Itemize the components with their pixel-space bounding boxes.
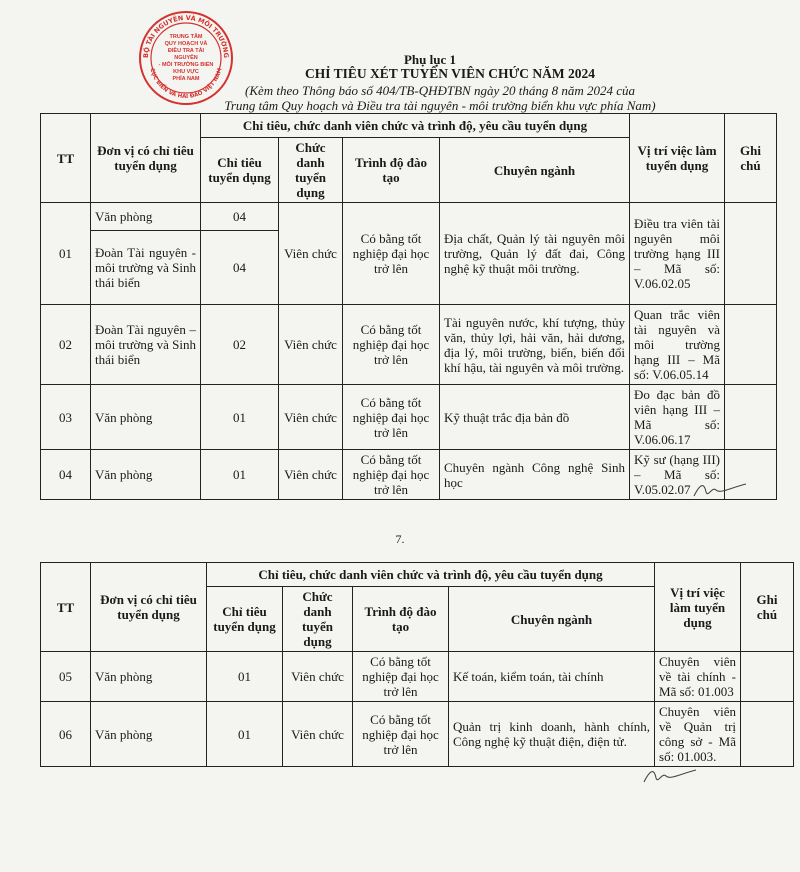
cell-quota: 01 — [201, 385, 279, 450]
table-row — [41, 450, 777, 500]
table-row — [41, 652, 794, 702]
col-unit: Đơn vị có chỉ tiêu tuyển dụng — [91, 114, 201, 203]
cell-level: Có bằng tốt nghiệp đại học trở lên — [343, 305, 440, 385]
col-tt: TT — [41, 114, 91, 203]
cell-level: Có bằng tốt nghiệp đại học trở lên — [343, 203, 440, 305]
cell-unit: Văn phòng — [91, 702, 207, 767]
col-major: Chuyên ngành — [449, 587, 655, 652]
seal-center-text: TRUNG TÂM QUY HOẠCH VÀ ĐIỀU TRA TÀI NGUYÊN - MÔI TRƯỜNG BIỂN KHU VỰC PHÍA NAM — [158, 34, 214, 82]
initial-signature-icon — [690, 478, 750, 502]
subtitle-line-2: Trung tâm Quy hoạch và Điều tra tài nguyên - môi trường biển khu vực phía Nam) — [224, 98, 656, 113]
col-level: Trình độ đào tạo — [353, 587, 449, 652]
table-row — [41, 702, 794, 767]
col-quota: Chỉ tiêu tuyển dụng — [201, 138, 279, 203]
cell-tt: 06 — [41, 702, 91, 767]
cell-title: Viên chức — [283, 652, 353, 702]
col-quota: Chỉ tiêu tuyển dụng — [207, 587, 283, 652]
svg-text:CỤC BIỂN VÀ HẢI ĐẢO VIỆT NAM: CỤC BIỂN VÀ HẢI ĐẢO VIỆT NAM — [148, 67, 224, 101]
appendix-label: Phụ lục 1 — [403, 52, 456, 67]
cell-major: Chuyên ngành Công nghệ Sinh học — [440, 450, 630, 500]
cell-note — [725, 203, 777, 305]
cell-note — [741, 702, 794, 767]
table-row — [41, 203, 777, 231]
cell-tt: 02 — [41, 305, 91, 385]
svg-text:BỘ TÀI NGUYÊN VÀ MÔI TRƯỜNG: BỘ TÀI NGUYÊN VÀ MÔI TRƯỜNG — [141, 13, 231, 59]
cell-quota: 02 — [201, 305, 279, 385]
cell-position: Chuyên viên về Quản trị công sở - Mã số: 01.003. — [655, 702, 741, 767]
cell-quota: 04 — [201, 231, 279, 305]
cell-title: Viên chức — [279, 305, 343, 385]
table-row — [41, 305, 777, 385]
cell-tt: 03 — [41, 385, 91, 450]
cell-position: Đo đạc bản đồ viên hạng III – Mã số: V.06.06.17 — [630, 385, 725, 450]
subtitle-line-1: (Kèm theo Thông báo số 404/TB-QHĐTBN ngày 20 tháng 8 năm 2024 của — [245, 83, 635, 98]
cell-level: Có bằng tốt nghiệp đại học trở lên — [343, 385, 440, 450]
col-position: Vị trí việc làm tuyển dụng — [655, 563, 741, 652]
col-group: Chỉ tiêu, chức danh viên chức và trình độ, yêu cầu tuyển dụng — [201, 114, 630, 138]
cell-quota: 01 — [201, 450, 279, 500]
cell-level: Có bằng tốt nghiệp đại học trở lên — [353, 702, 449, 767]
cell-major: Quản trị kinh doanh, hành chính, Công nghệ kỹ thuật điện, điện tử. — [449, 702, 655, 767]
document-title: CHỈ TIÊU XÉT TUYỂN VIÊN CHỨC NĂM 2024 — [305, 66, 595, 81]
document-subtitle — [160, 83, 720, 113]
cell-position: Kỹ sư (hạng III) – Mã số: V.05.02.07 — [630, 450, 725, 500]
cell-level: Có bằng tốt nghiệp đại học trở lên — [353, 652, 449, 702]
cell-title: Viên chức — [283, 702, 353, 767]
col-note: Ghi chú — [741, 563, 794, 652]
recruitment-table-2 — [40, 562, 794, 767]
col-group: Chỉ tiêu, chức danh viên chức và trình độ, yêu cầu tuyển dụng — [207, 563, 655, 587]
col-title: Chức danh tuyển dụng — [283, 587, 353, 652]
col-note: Ghi chú — [725, 114, 777, 203]
cell-unit: Đoàn Tài nguyên – môi trường và Sinh thái biển — [91, 305, 201, 385]
cell-level: Có bằng tốt nghiệp đại học trở lên — [343, 450, 440, 500]
col-level: Trình độ đào tạo — [343, 138, 440, 203]
cell-note — [741, 652, 794, 702]
cell-title: Viên chức — [279, 203, 343, 305]
cell-major: Địa chất, Quản lý tài nguyên môi trường, Quản lý đất đai, Công nghệ kỹ thuật môi trường. — [440, 203, 630, 305]
cell-unit: Văn phòng — [91, 203, 201, 231]
page-number: 7. — [395, 532, 405, 546]
cell-title: Viên chức — [279, 385, 343, 450]
col-title: Chức danh tuyển dụng — [279, 138, 343, 203]
cell-major: Kỹ thuật trắc địa bản đồ — [440, 385, 630, 450]
col-position: Vị trí việc làm tuyển dụng — [630, 114, 725, 203]
cell-quota: 01 — [207, 652, 283, 702]
cell-tt: 04 — [41, 450, 91, 500]
cell-unit: Văn phòng — [91, 450, 201, 500]
cell-unit: Văn phòng — [91, 385, 201, 450]
cell-quota: 01 — [207, 702, 283, 767]
cell-note — [725, 385, 777, 450]
table-row — [41, 385, 777, 450]
cell-note — [725, 305, 777, 385]
cell-title: Viên chức — [279, 450, 343, 500]
cell-position: Quan trắc viên tài nguyên và môi trường hạng III – Mã số: V.06.05.14 — [630, 305, 725, 385]
cell-position: Chuyên viên về tài chính - Mã số: 01.003 — [655, 652, 741, 702]
cell-major: Tài nguyên nước, khí tượng, thủy văn, thủy lợi, hải văn, hải dương, địa lý, môi trường, biển, biến đổi khí hậu, tài nguyên và môi trường. — [440, 305, 630, 385]
cell-quota: 04 — [201, 203, 279, 231]
cell-tt: 01 — [41, 203, 91, 305]
cell-unit: Văn phòng — [91, 652, 207, 702]
cell-major: Kế toán, kiểm toán, tài chính — [449, 652, 655, 702]
cell-unit: Đoàn Tài nguyên - môi trường và Sinh thái biển — [91, 231, 201, 305]
recruitment-table-1 — [40, 113, 777, 500]
col-tt: TT — [41, 563, 91, 652]
initial-signature-icon — [640, 764, 700, 788]
cell-position: Điều tra viên tài nguyên môi trường hạng III – Mã số: V.06.02.05 — [630, 203, 725, 305]
col-unit: Đơn vị có chỉ tiêu tuyển dụng — [91, 563, 207, 652]
cell-tt: 05 — [41, 652, 91, 702]
col-major: Chuyên ngành — [440, 138, 630, 203]
